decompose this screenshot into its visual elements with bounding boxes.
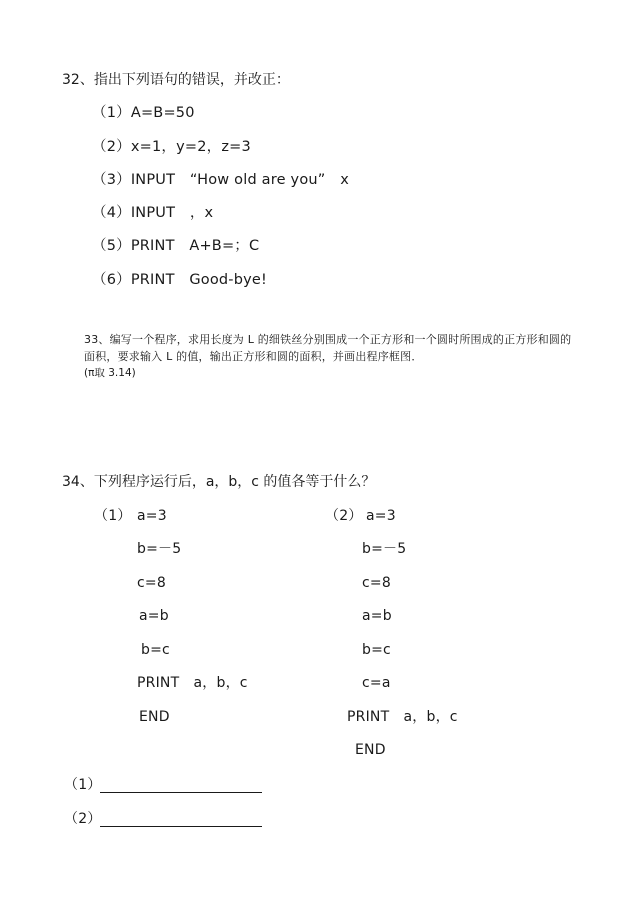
q33-note: (π取 3.14) (84, 367, 136, 379)
q33-line-1: 33、编写一个程序，求用长度为 L 的细铁丝分别围成一个正方形和一个圆时所围成的正方形和圆的 (84, 333, 572, 346)
program-1-line-2: b=－5 (137, 541, 182, 557)
program-2-line-5: b=c (362, 642, 391, 658)
q32-item-3: （3）INPUT “How old are you” x (92, 172, 349, 188)
program-2-line-4: a=b (362, 608, 392, 624)
answer-1-blank[interactable] (100, 792, 262, 793)
program-2-line-7: PRINT a，b，c (347, 709, 458, 725)
q32-title: 32、指出下列语句的错误，并改正： (62, 72, 290, 88)
program-2-line-2: b=－5 (362, 541, 407, 557)
q32-item-2: （2）x=1，y=2，z=3 (92, 139, 251, 155)
program-1-line-5: b=c (141, 642, 170, 658)
program-2-line-1: a=3 (366, 508, 396, 524)
answer-1-label: （1） (64, 777, 102, 793)
program-1-label: （1） (94, 508, 132, 524)
program-2-line-8: END (355, 742, 386, 758)
answer-2-label: （2） (64, 811, 102, 827)
program-2-line-3: c=8 (362, 575, 391, 591)
q32-item-6: （6）PRINT Good-bye! (92, 272, 268, 288)
q33-line-2: 面积，要求输入 L 的值，输出正方形和圆的面积，并画出程序框图． (84, 350, 423, 363)
program-2-label: （2） (325, 508, 363, 524)
program-1-line-7: END (139, 709, 170, 725)
answer-2-blank[interactable] (100, 826, 262, 827)
program-1-line-6: PRINT a，b，c (137, 675, 248, 691)
q32-item-1: （1）A=B=50 (92, 105, 195, 121)
program-1-line-3: c=8 (137, 575, 166, 591)
program-2-line-6: c=a (362, 675, 391, 691)
q32-item-4: （4）INPUT ，x (92, 205, 214, 221)
program-1-line-1: a=3 (137, 508, 167, 524)
q32-item-5: （5）PRINT A+B=；C (92, 238, 260, 254)
program-1-line-4: a=b (139, 608, 169, 624)
q34-title: 34、下列程序运行后，a，b，c 的值各等于什么？ (62, 474, 376, 490)
